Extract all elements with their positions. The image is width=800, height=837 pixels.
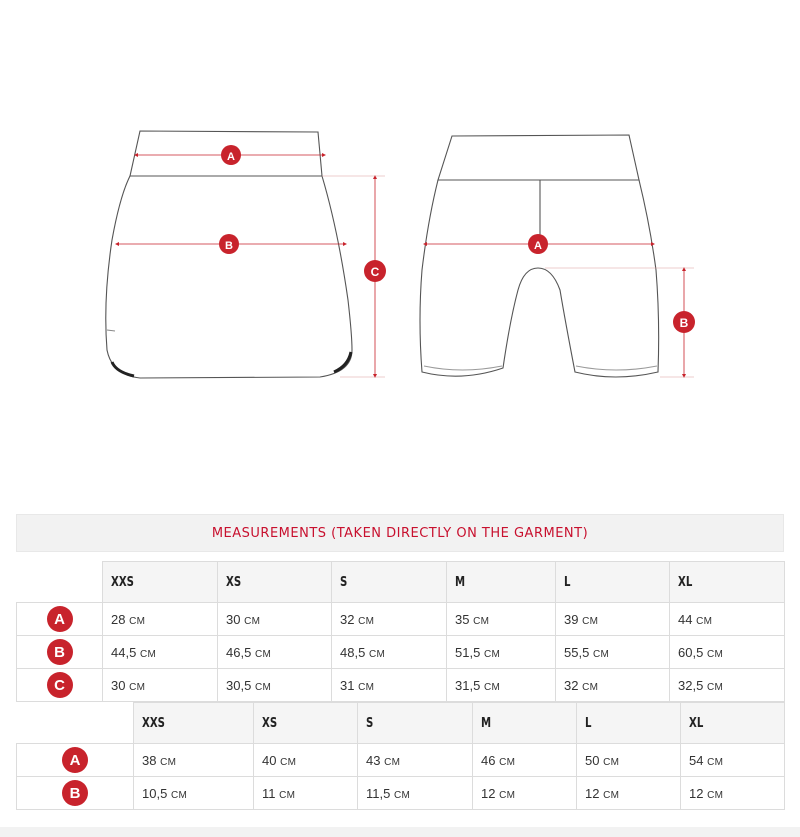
row-label-cell [17,636,103,669]
table-cell: 60,5 CM [670,636,785,669]
table-row [17,636,785,669]
skirt-badge-a [221,145,241,165]
measurements-title-band [16,514,784,552]
table-cell: 11,5 CM [358,777,473,810]
table-cell: 12 CM [473,777,577,810]
skirt-drawing [106,131,352,378]
size-header: XL [670,562,785,603]
table-cell: 32 CM [332,603,447,636]
skirt-badge-a-label: A [227,151,235,163]
table-cell: 32,5 CM [670,669,785,702]
measure-badge-c: C [47,672,73,698]
table-row [17,603,785,636]
table-cell: 30 CM [218,603,332,636]
table-cell: 54 CM [681,744,785,777]
table-cell: 55,5 CM [556,636,670,669]
table-cell: 11 CM [254,777,358,810]
size-header: S [358,703,473,744]
row-label-cell [17,777,134,810]
measurements-title: MEASUREMENTS (TAKEN DIRECTLY ON THE GARMENT) [211,525,589,541]
table-header-row [17,703,785,744]
size-header: XS [218,562,332,603]
table-row [17,744,785,777]
size-header: S [332,562,447,603]
size-header: XXS [103,562,218,603]
shorts-size-table [16,702,785,810]
table-cell: 46 CM [473,744,577,777]
table-row [17,777,785,810]
table-cell: 46,5 CM [218,636,332,669]
skirt-badge-b [219,234,239,254]
row-label-cell [17,603,103,636]
shorts-badge-b [673,311,695,333]
skirt-badge-c [364,260,386,282]
table-cell: 10,5 CM [134,777,254,810]
table-cell: 51,5 CM [447,636,556,669]
size-header: M [473,703,577,744]
size-header: XS [254,703,358,744]
table-cell: 48,5 CM [332,636,447,669]
measure-badge-b: B [62,780,88,806]
table-cell: 40 CM [254,744,358,777]
table-cell: 35 CM [447,603,556,636]
skirt-badge-b-label: B [225,240,233,252]
table-corner-cell [17,703,134,744]
table-cell: 30 CM [103,669,218,702]
shorts-drawing [420,135,659,377]
size-header: M [447,562,556,603]
footer-strip [0,827,800,837]
table-header-row [17,562,785,603]
table-cell: 50 CM [577,744,681,777]
table-cell: 32 CM [556,669,670,702]
row-label-cell [17,744,134,777]
table-cell: 44 CM [670,603,785,636]
measure-badge-a: A [62,747,88,773]
size-header: XL [681,703,785,744]
table-cell: 30,5 CM [218,669,332,702]
shorts-badge-a-label: A [534,240,542,252]
size-header: L [556,562,670,603]
shorts-badge-b-label: B [679,316,689,330]
table-row [17,669,785,702]
size-header: L [577,703,681,744]
table-cell: 31 CM [332,669,447,702]
row-label-cell [17,669,103,702]
table-cell: 12 CM [681,777,785,810]
table-corner-cell [17,562,103,603]
table-cell: 39 CM [556,603,670,636]
table-cell: 43 CM [358,744,473,777]
table-cell: 44,5 CM [103,636,218,669]
skirt-badge-c-label: C [370,265,380,279]
shorts-badge-a [528,234,548,254]
measure-badge-a: A [47,606,73,632]
table-cell: 31,5 CM [447,669,556,702]
table-cell: 28 CM [103,603,218,636]
skirt-size-table [16,561,785,702]
measure-badge-b: B [47,639,73,665]
table-cell: 38 CM [134,744,254,777]
table-cell: 12 CM [577,777,681,810]
size-header: XXS [134,703,254,744]
